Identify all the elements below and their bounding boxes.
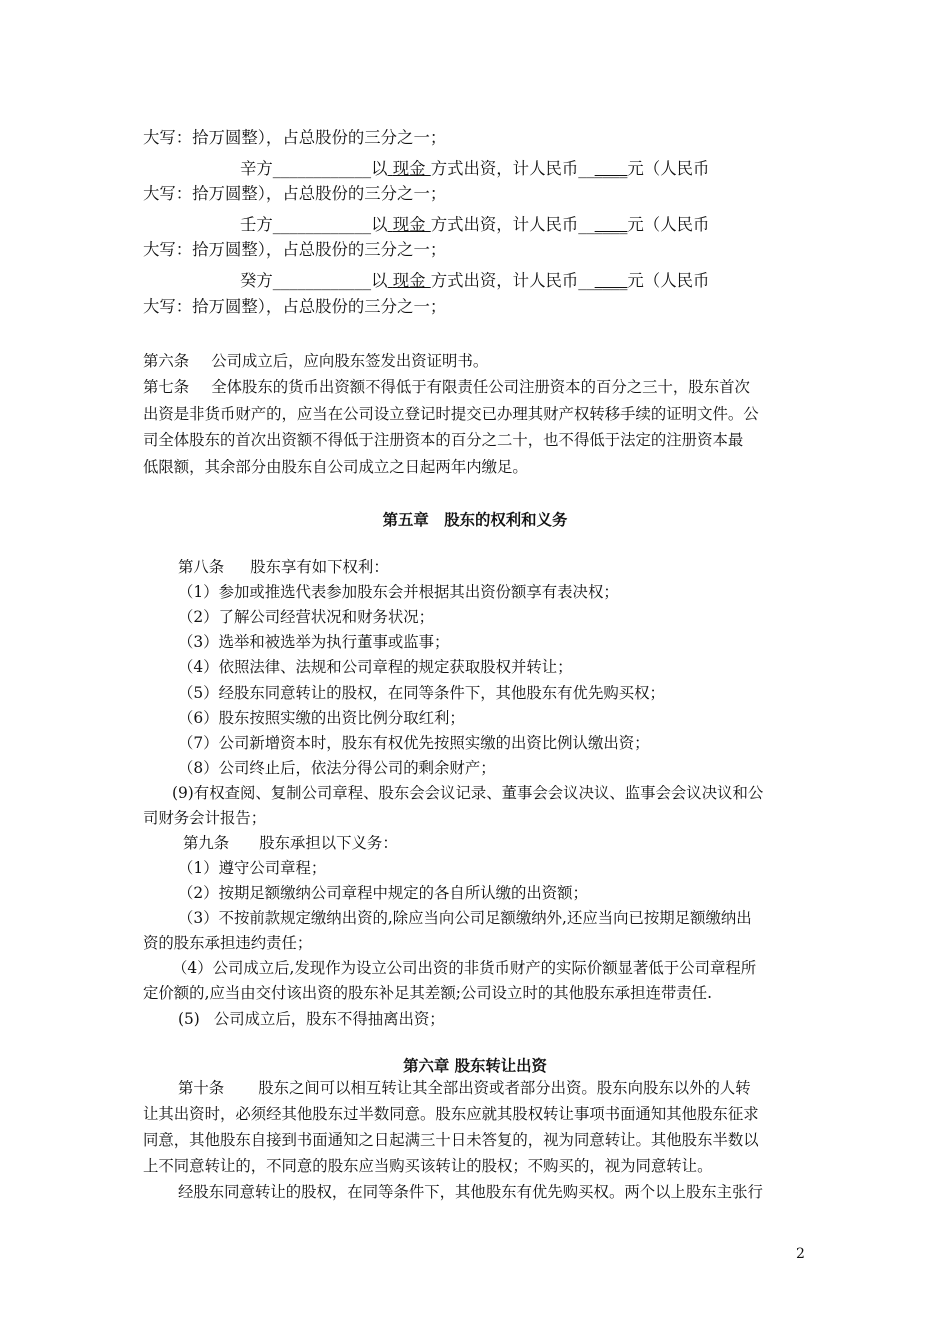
art8-item-7: （7）公司新增资本时，股东有权优先按照实缴的出资比例认缴出资； xyxy=(178,734,650,752)
article-9: 第九条 股东承担以下义务： xyxy=(183,834,398,852)
investor-ren-line2: 大写：拾万圆整），占总股份的三分之一； xyxy=(143,240,447,259)
art8-item-2: （2）了解公司经营状况和财务状况； xyxy=(178,608,435,626)
art8-item-6: （6）股东按照实缴的出资比例分取红利； xyxy=(178,709,465,727)
article-7-line4: 低限额，其余部分由股东自公司成立之日起两年内缴足。 xyxy=(143,458,528,476)
investor-xin-line1: 辛方____________以 现金 方式出资，计人民币______元（人民币 xyxy=(240,159,710,178)
article-7-line1: 第七条 全体股东的货币出资额不得低于有限责任公司注册资本的百分之三十，股东首次 xyxy=(143,378,750,396)
article-10-line4: 上不同意转让的，不同意的股东应当购买该转让的股权；不购买的，视为同意转让。 xyxy=(143,1157,713,1175)
article-7-line2: 出资是非货币财产的，应当在公司设立登记时提交已办理其财产权转移手续的证明文件。公 xyxy=(143,405,759,423)
investor-xin-line2: 大写：拾万圆整），占总股份的三分之一； xyxy=(143,184,447,203)
article-8: 第八条 股东享有如下权利： xyxy=(178,558,389,576)
article-10-line1: 第十条 股东之间可以相互转让其全部出资或者部分出资。股东向股东以外的人转 xyxy=(178,1079,751,1097)
article-10-line2: 让其出资时，必须经其他股东过半数同意。股东应就其股权转让事项书面通知其他股东征求 xyxy=(143,1105,759,1123)
investor-gui-line2: 大写：拾万圆整），占总股份的三分之一； xyxy=(143,297,447,316)
art9-item-2: （2）按期足额缴纳公司章程中规定的各自所认缴的出资额； xyxy=(178,884,588,902)
art8-item-5: （5）经股东同意转让的股权，在同等条件下，其他股东有优先购买权； xyxy=(178,684,665,702)
art9-item-3-line1: （3）不按前款规定缴纳出资的,除应当向公司足额缴纳外,还应当向已按期足额缴纳出 xyxy=(178,909,752,927)
art9-item-4-line1: （4）公司成立后,发现作为设立公司出资的非货币财产的实际价额显著低于公司章程所 xyxy=(172,959,757,977)
art9-item-4-line2: 定价额的,应当由交付该出资的股东补足其差额;公司设立时的其他股东承担连带责任. xyxy=(143,984,713,1002)
art8-item-8: （8）公司终止后，依法分得公司的剩余财产； xyxy=(178,759,496,777)
art8-item-9-line2: 司财务会计报告； xyxy=(143,809,267,827)
page-number: 2 xyxy=(796,1246,805,1262)
art8-item-4: （4）依照法律、法规和公司章程的规定获取股权并转让； xyxy=(178,658,573,676)
art9-item-3-line2: 资的股东承担违约责任； xyxy=(143,934,313,952)
art8-item-9-line1: (9)有权查阅、复制公司章程、股东会会议记录、董事会会议决议、监事会会议决议和公 xyxy=(172,784,764,802)
article-10-para2: 经股东同意转让的股权，在同等条件下，其他股东有优先购买权。两个以上股东主张行 xyxy=(178,1183,763,1201)
article-6: 第六条 公司成立后，应向股东签发出资证明书。 xyxy=(143,352,489,370)
art9-item-5: (5) 公司成立后，股东不得抽离出资； xyxy=(178,1010,445,1028)
chapter-6-heading: 第六章 股东转让出资 xyxy=(403,1057,547,1075)
art8-item-1: （1）参加或推选代表参加股东会并根据其出资份额享有表决权； xyxy=(178,583,619,601)
chapter-5-heading: 第五章 股东的权利和义务 xyxy=(382,511,568,529)
article-7-line3: 司全体股东的首次出资额不得低于注册资本的百分之二十，也不得低于法定的注册资本最 xyxy=(143,431,744,449)
investor-prev-line2: 大写：拾万圆整），占总股份的三分之一； xyxy=(143,128,447,147)
investor-ren-line1: 壬方____________以 现金 方式出资，计人民币______元（人民币 xyxy=(240,215,710,234)
investor-gui-line1: 癸方____________以 现金 方式出资，计人民币______元（人民币 xyxy=(240,271,710,290)
article-10-line3: 同意，其他股东自接到书面通知之日起满三十日未答复的，视为同意转让。其他股东半数以 xyxy=(143,1131,759,1149)
art9-item-1: （1）遵守公司章程； xyxy=(178,859,327,877)
art8-item-3: （3）选举和被选举为执行董事或监事； xyxy=(178,633,450,651)
